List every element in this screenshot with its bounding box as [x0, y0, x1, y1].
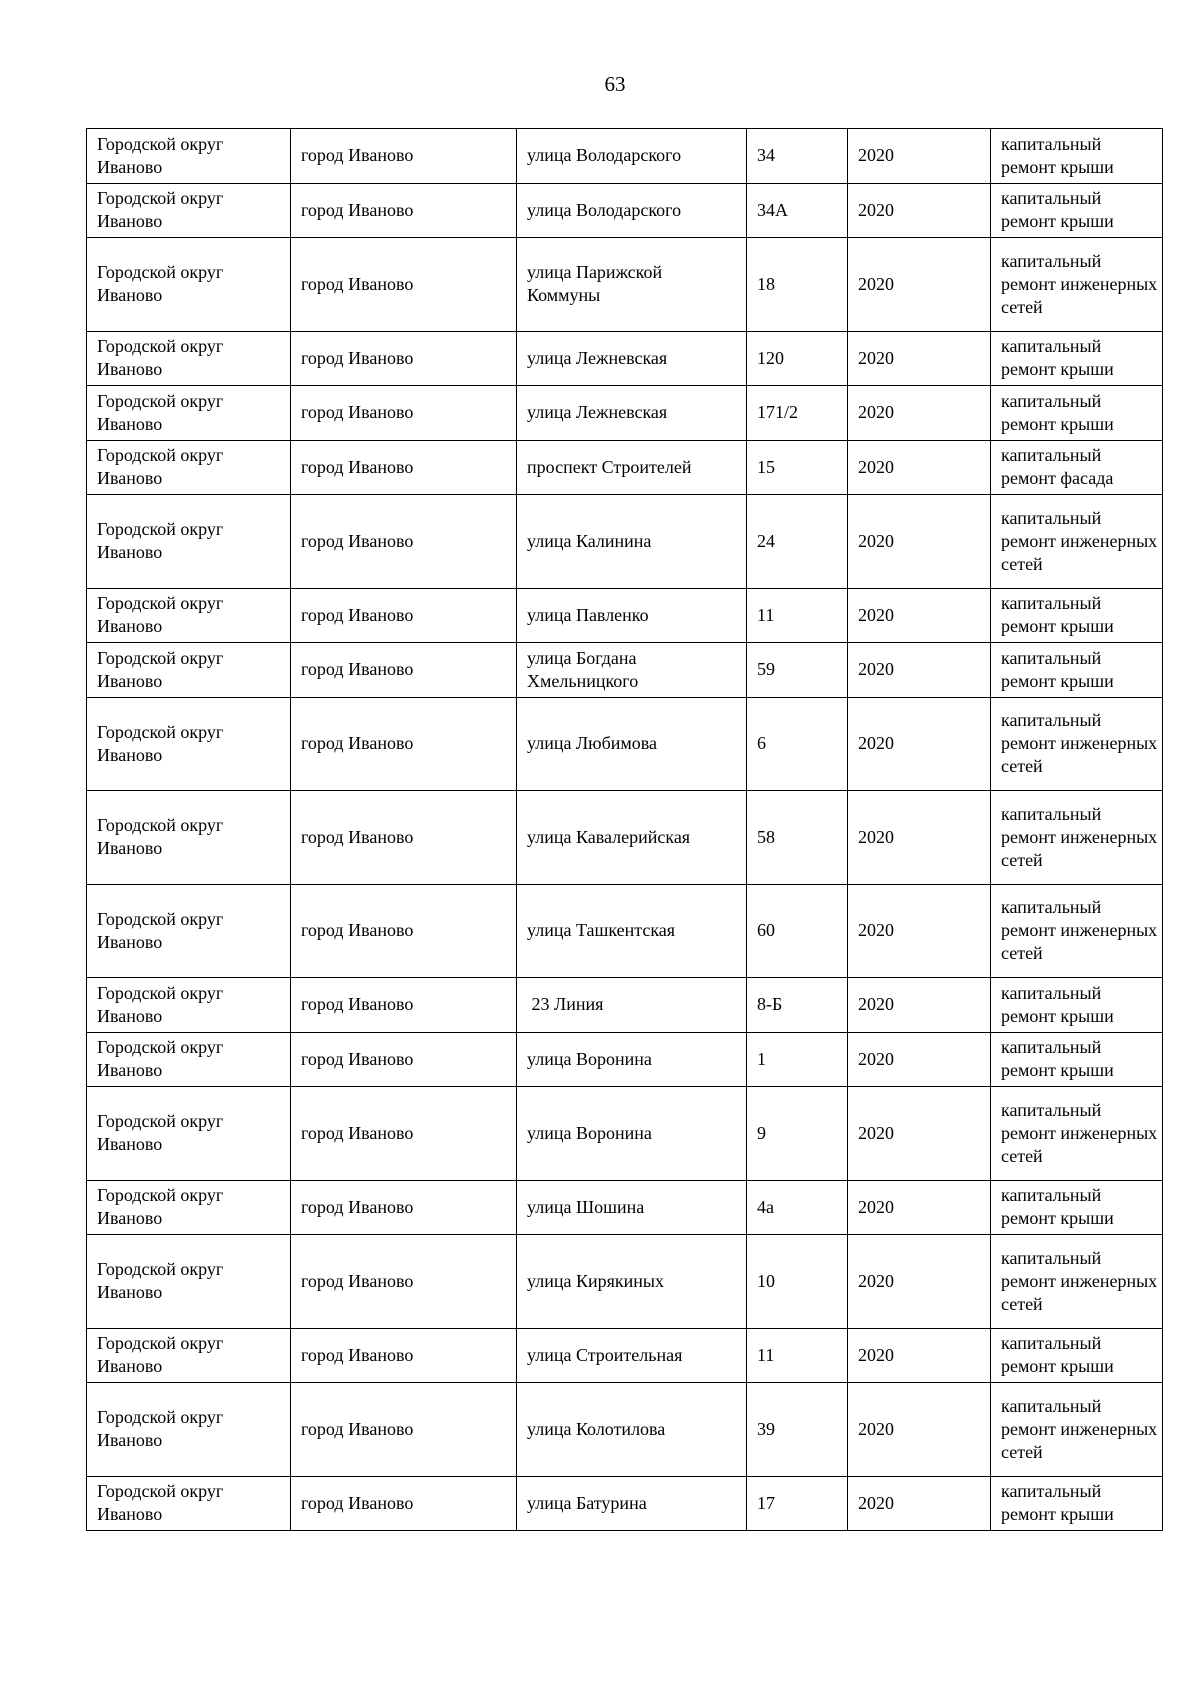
city-cell: город Иваново [291, 238, 517, 332]
table-row [87, 1476, 1163, 1531]
street-cell: улица Шошина [517, 1180, 747, 1235]
city-cell: город Иваново [291, 697, 517, 791]
year-cell: 2020 [848, 791, 991, 885]
street-cell: 23 Линия [517, 978, 747, 1033]
city-cell: город Иваново [291, 440, 517, 495]
house-number-cell: 171/2 [747, 386, 848, 441]
district-cell: Городской округ Иваново [87, 697, 291, 791]
year-cell: 2020 [848, 978, 991, 1033]
work-type-cell: капитальный ремонт крыши [991, 978, 1163, 1033]
table-row [87, 238, 1163, 332]
house-number-cell: 34 [747, 129, 848, 184]
district-cell: Городской округ Иваново [87, 1383, 291, 1477]
city-cell: город Иваново [291, 1180, 517, 1235]
year-cell: 2020 [848, 884, 991, 978]
year-cell: 2020 [848, 1235, 991, 1329]
street-cell: улица Парижской Коммуны [517, 238, 747, 332]
district-cell: Городской округ Иваново [87, 183, 291, 238]
page-number: 63 [604, 72, 626, 96]
table-row [87, 643, 1163, 698]
work-type-cell: капитальный ремонт крыши [991, 1328, 1163, 1383]
year-cell: 2020 [848, 440, 991, 495]
year-cell: 2020 [848, 1180, 991, 1235]
year-cell: 2020 [848, 643, 991, 698]
table-body [87, 129, 1163, 1531]
street-cell: улица Воронина [517, 1032, 747, 1087]
work-type-cell: капитальный ремонт крыши [991, 588, 1163, 643]
district-cell: Городской округ Иваново [87, 440, 291, 495]
city-cell: город Иваново [291, 791, 517, 885]
work-type-cell: капитальный ремонт инженерных сетей [991, 495, 1163, 589]
city-cell: город Иваново [291, 1328, 517, 1383]
district-cell: Городской округ Иваново [87, 978, 291, 1033]
year-cell: 2020 [848, 238, 991, 332]
table-row [87, 1032, 1163, 1087]
work-type-cell: капитальный ремонт инженерных сетей [991, 1087, 1163, 1181]
year-cell: 2020 [848, 1328, 991, 1383]
table-row [87, 331, 1163, 386]
house-number-cell: 4а [747, 1180, 848, 1235]
district-cell: Городской округ Иваново [87, 331, 291, 386]
city-cell: город Иваново [291, 884, 517, 978]
year-cell: 2020 [848, 129, 991, 184]
work-type-cell: капитальный ремонт крыши [991, 331, 1163, 386]
city-cell: город Иваново [291, 495, 517, 589]
work-type-cell: капитальный ремонт инженерных сетей [991, 238, 1163, 332]
table-row [87, 884, 1163, 978]
house-number-cell: 34А [747, 183, 848, 238]
district-cell: Городской округ Иваново [87, 1476, 291, 1531]
table-row [87, 1328, 1163, 1383]
work-type-cell: капитальный ремонт инженерных сетей [991, 1235, 1163, 1329]
house-number-cell: 24 [747, 495, 848, 589]
street-cell: улица Володарского [517, 129, 747, 184]
street-cell: улица Лежневская [517, 331, 747, 386]
house-number-cell: 1 [747, 1032, 848, 1087]
street-cell: улица Богдана Хмельницкого [517, 643, 747, 698]
work-type-cell: капитальный ремонт инженерных сетей [991, 1383, 1163, 1477]
house-number-cell: 120 [747, 331, 848, 386]
district-cell: Городской округ Иваново [87, 1087, 291, 1181]
city-cell: город Иваново [291, 643, 517, 698]
district-cell: Городской округ Иваново [87, 1328, 291, 1383]
city-cell: город Иваново [291, 588, 517, 643]
district-cell: Городской округ Иваново [87, 588, 291, 643]
street-cell: улица Колотилова [517, 1383, 747, 1477]
table-row [87, 386, 1163, 441]
work-type-cell: капитальный ремонт инженерных сетей [991, 791, 1163, 885]
house-number-cell: 6 [747, 697, 848, 791]
work-type-cell: капитальный ремонт фасада [991, 440, 1163, 495]
table-row [87, 129, 1163, 184]
table-row [87, 183, 1163, 238]
table-row [87, 440, 1163, 495]
district-cell: Городской округ Иваново [87, 791, 291, 885]
year-cell: 2020 [848, 183, 991, 238]
street-cell: улица Кирякиных [517, 1235, 747, 1329]
work-type-cell: капитальный ремонт крыши [991, 643, 1163, 698]
district-cell: Городской округ Иваново [87, 386, 291, 441]
year-cell: 2020 [848, 1087, 991, 1181]
work-type-cell: капитальный ремонт крыши [991, 183, 1163, 238]
street-cell: улица Кавалерийская [517, 791, 747, 885]
house-number-cell: 8-Б [747, 978, 848, 1033]
district-cell: Городской округ Иваново [87, 884, 291, 978]
house-number-cell: 60 [747, 884, 848, 978]
house-number-cell: 9 [747, 1087, 848, 1181]
table-row [87, 978, 1163, 1033]
house-number-cell: 11 [747, 1328, 848, 1383]
table-row [87, 1180, 1163, 1235]
district-cell: Городской округ Иваново [87, 1235, 291, 1329]
city-cell: город Иваново [291, 1087, 517, 1181]
work-type-cell: капитальный ремонт инженерных сетей [991, 884, 1163, 978]
work-type-cell: капитальный ремонт инженерных сетей [991, 697, 1163, 791]
year-cell: 2020 [848, 697, 991, 791]
table-row [87, 697, 1163, 791]
work-type-cell: капитальный ремонт крыши [991, 1180, 1163, 1235]
table-row [87, 1087, 1163, 1181]
work-type-cell: капитальный ремонт крыши [991, 1032, 1163, 1087]
year-cell: 2020 [848, 331, 991, 386]
city-cell: город Иваново [291, 978, 517, 1033]
street-cell: улица Володарского [517, 183, 747, 238]
house-number-cell: 15 [747, 440, 848, 495]
district-cell: Городской округ Иваново [87, 643, 291, 698]
street-cell: улица Лежневская [517, 386, 747, 441]
house-number-cell: 58 [747, 791, 848, 885]
house-number-cell: 10 [747, 1235, 848, 1329]
year-cell: 2020 [848, 1032, 991, 1087]
district-cell: Городской округ Иваново [87, 129, 291, 184]
work-type-cell: капитальный ремонт крыши [991, 1476, 1163, 1531]
year-cell: 2020 [848, 1383, 991, 1477]
work-type-cell: капитальный ремонт крыши [991, 129, 1163, 184]
street-cell: улица Батурина [517, 1476, 747, 1531]
city-cell: город Иваново [291, 1032, 517, 1087]
district-cell: Городской округ Иваново [87, 1180, 291, 1235]
house-number-cell: 59 [747, 643, 848, 698]
street-cell: улица Воронина [517, 1087, 747, 1181]
house-number-cell: 11 [747, 588, 848, 643]
house-number-cell: 39 [747, 1383, 848, 1477]
city-cell: город Иваново [291, 1476, 517, 1531]
street-cell: улица Ташкентская [517, 884, 747, 978]
year-cell: 2020 [848, 588, 991, 643]
district-cell: Городской округ Иваново [87, 495, 291, 589]
housing-repair-table [86, 128, 1163, 1531]
street-cell: улица Калинина [517, 495, 747, 589]
city-cell: город Иваново [291, 1383, 517, 1477]
city-cell: город Иваново [291, 129, 517, 184]
house-number-cell: 17 [747, 1476, 848, 1531]
city-cell: город Иваново [291, 1235, 517, 1329]
house-number-cell: 18 [747, 238, 848, 332]
table-row [87, 791, 1163, 885]
city-cell: город Иваново [291, 331, 517, 386]
work-type-cell: капитальный ремонт крыши [991, 386, 1163, 441]
street-cell: улица Любимова [517, 697, 747, 791]
year-cell: 2020 [848, 1476, 991, 1531]
city-cell: город Иваново [291, 386, 517, 441]
table-row [87, 1383, 1163, 1477]
district-cell: Городской округ Иваново [87, 238, 291, 332]
district-cell: Городской округ Иваново [87, 1032, 291, 1087]
street-cell: проспект Строителей [517, 440, 747, 495]
year-cell: 2020 [848, 495, 991, 589]
year-cell: 2020 [848, 386, 991, 441]
table-row [87, 1235, 1163, 1329]
street-cell: улица Строительная [517, 1328, 747, 1383]
table-row [87, 495, 1163, 589]
street-cell: улица Павленко [517, 588, 747, 643]
city-cell: город Иваново [291, 183, 517, 238]
table-row [87, 588, 1163, 643]
